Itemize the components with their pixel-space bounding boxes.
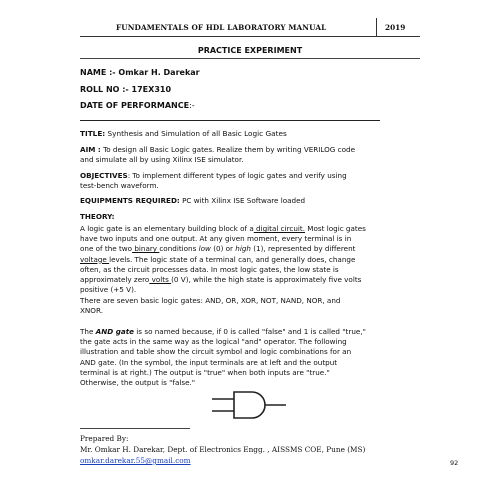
objectives-label: OBJECTIVES [80,171,128,180]
and-gate-term: AND gate [95,327,135,336]
binary-link[interactable]: binary [132,244,160,254]
theory-label: THEORY: [80,212,115,221]
name-label: NAME :- [80,68,116,77]
date-label: DATE OF PERFORMANCE [80,101,190,110]
equipments-label: EQUIPMENTS REQUIRED: [80,196,180,205]
theory-p3-text: The [80,327,96,336]
theory-p1-line: have two inputs and one output. At any given moment, every terminal is in [80,234,352,244]
theory-p1-text: approximately zero [80,275,150,285]
footer-rule [80,428,190,429]
header-year: 2019 [385,23,406,32]
header-divider [376,18,377,36]
title-rule [80,58,420,59]
theory-paragraph-3 [80,327,425,388]
objectives-line-1: : To implement different types of logic gates and verify using [127,171,347,180]
theory-paragraph-2 [80,296,425,316]
theory-p1-text: one of the two [80,244,133,254]
aim-line-2: and simulate all by using Xilinx ISE simulator. [80,155,244,165]
aim-line-1: To design all Basic Logic gates. Realize them by writing VERILOG code [100,145,355,154]
prepared-by-label: Prepared By: [80,434,129,443]
objectives-block [80,171,425,191]
theory-p1-line: often, as the circuit processes data. In most logic gates, the low state is [80,264,339,274]
date-rule [80,120,380,121]
low-term: low [198,244,211,254]
roll-number: 17EX310 [131,85,172,94]
theory-p3-line: terminal is at right.) The output is "true" when both inputs are "true." [80,367,330,377]
theory-p3-text: is so named because, if 0 is called "false" and 1 is called "true," [134,327,366,336]
voltage-link[interactable]: voltage [80,254,110,264]
theory-p1-text: (1), represented by different [250,244,356,254]
equipments-block [80,196,425,206]
theory-p1-text: (0) or [210,244,236,254]
title-text: Synthesis and Simulation of all Basic Logic Gates [105,129,287,138]
theory-p1-text: A logic gate is an elementary building block of a [80,224,254,233]
date-line [80,101,195,110]
roll-number-line [80,85,171,94]
author-email-link[interactable]: omkar.darekar.55@gmail.com [80,456,191,465]
theory-p3-line: the gate acts in the same way as the logical "and" operator. The following [80,337,347,347]
high-term: high [235,244,251,254]
page-number: 92 [450,459,459,467]
title-line [80,129,287,138]
theory-p1-line: positive (+5 V). [80,285,137,295]
header-title: FUNDAMENTALS OF HDL LABORATORY MANUAL [116,23,327,32]
aim-label: AIM : [80,145,101,154]
aim-block [80,145,425,165]
theory-p3-line: illustration and table show the circuit symbol and logic combinations for an [80,347,352,357]
theory-p1-text: Most logic gates [305,224,366,233]
title-label: TITLE: [80,129,106,138]
theory-p2-line: There are seven basic logic gates: AND, OR, XOR, NOT, NAND, NOR, and [80,296,341,305]
theory-p3-line: Otherwise, the output is "false." [80,378,196,388]
date-suffix: :- [189,101,195,110]
theory-p3-line: AND gate. (In the symbol, the input terminals are at left and the output [80,357,338,367]
equipments-text: PC with Xilinx ISE Software loaded [179,196,306,205]
theory-paragraph-1 [80,224,425,295]
author-line: Mr. Omkar H. Darekar, Dept. of Electronics Engg. , AISSMS COE, Pune (MS) [80,445,366,454]
volts-link[interactable]: volts [149,275,172,285]
theory-p1-text: (0 V), while the high state is approximately five volts [171,275,362,285]
objectives-line-2: test-bench waveform. [80,181,159,191]
page-header [80,14,420,37]
roll-label: ROLL NO :- [80,85,129,94]
student-name: Omkar H. Darekar [118,68,200,77]
theory-p1-text: levels. The logic state of a terminal can, and generally does, change [109,254,356,264]
digital-circuit-link[interactable]: digital circuit. [253,224,306,233]
theory-p2-line: XNOR. [80,306,103,316]
student-name-line [80,68,200,77]
section-title: PRACTICE EXPERIMENT [197,46,303,55]
and-gate-symbol-icon [210,390,290,420]
theory-p1-text: conditions [159,244,199,254]
